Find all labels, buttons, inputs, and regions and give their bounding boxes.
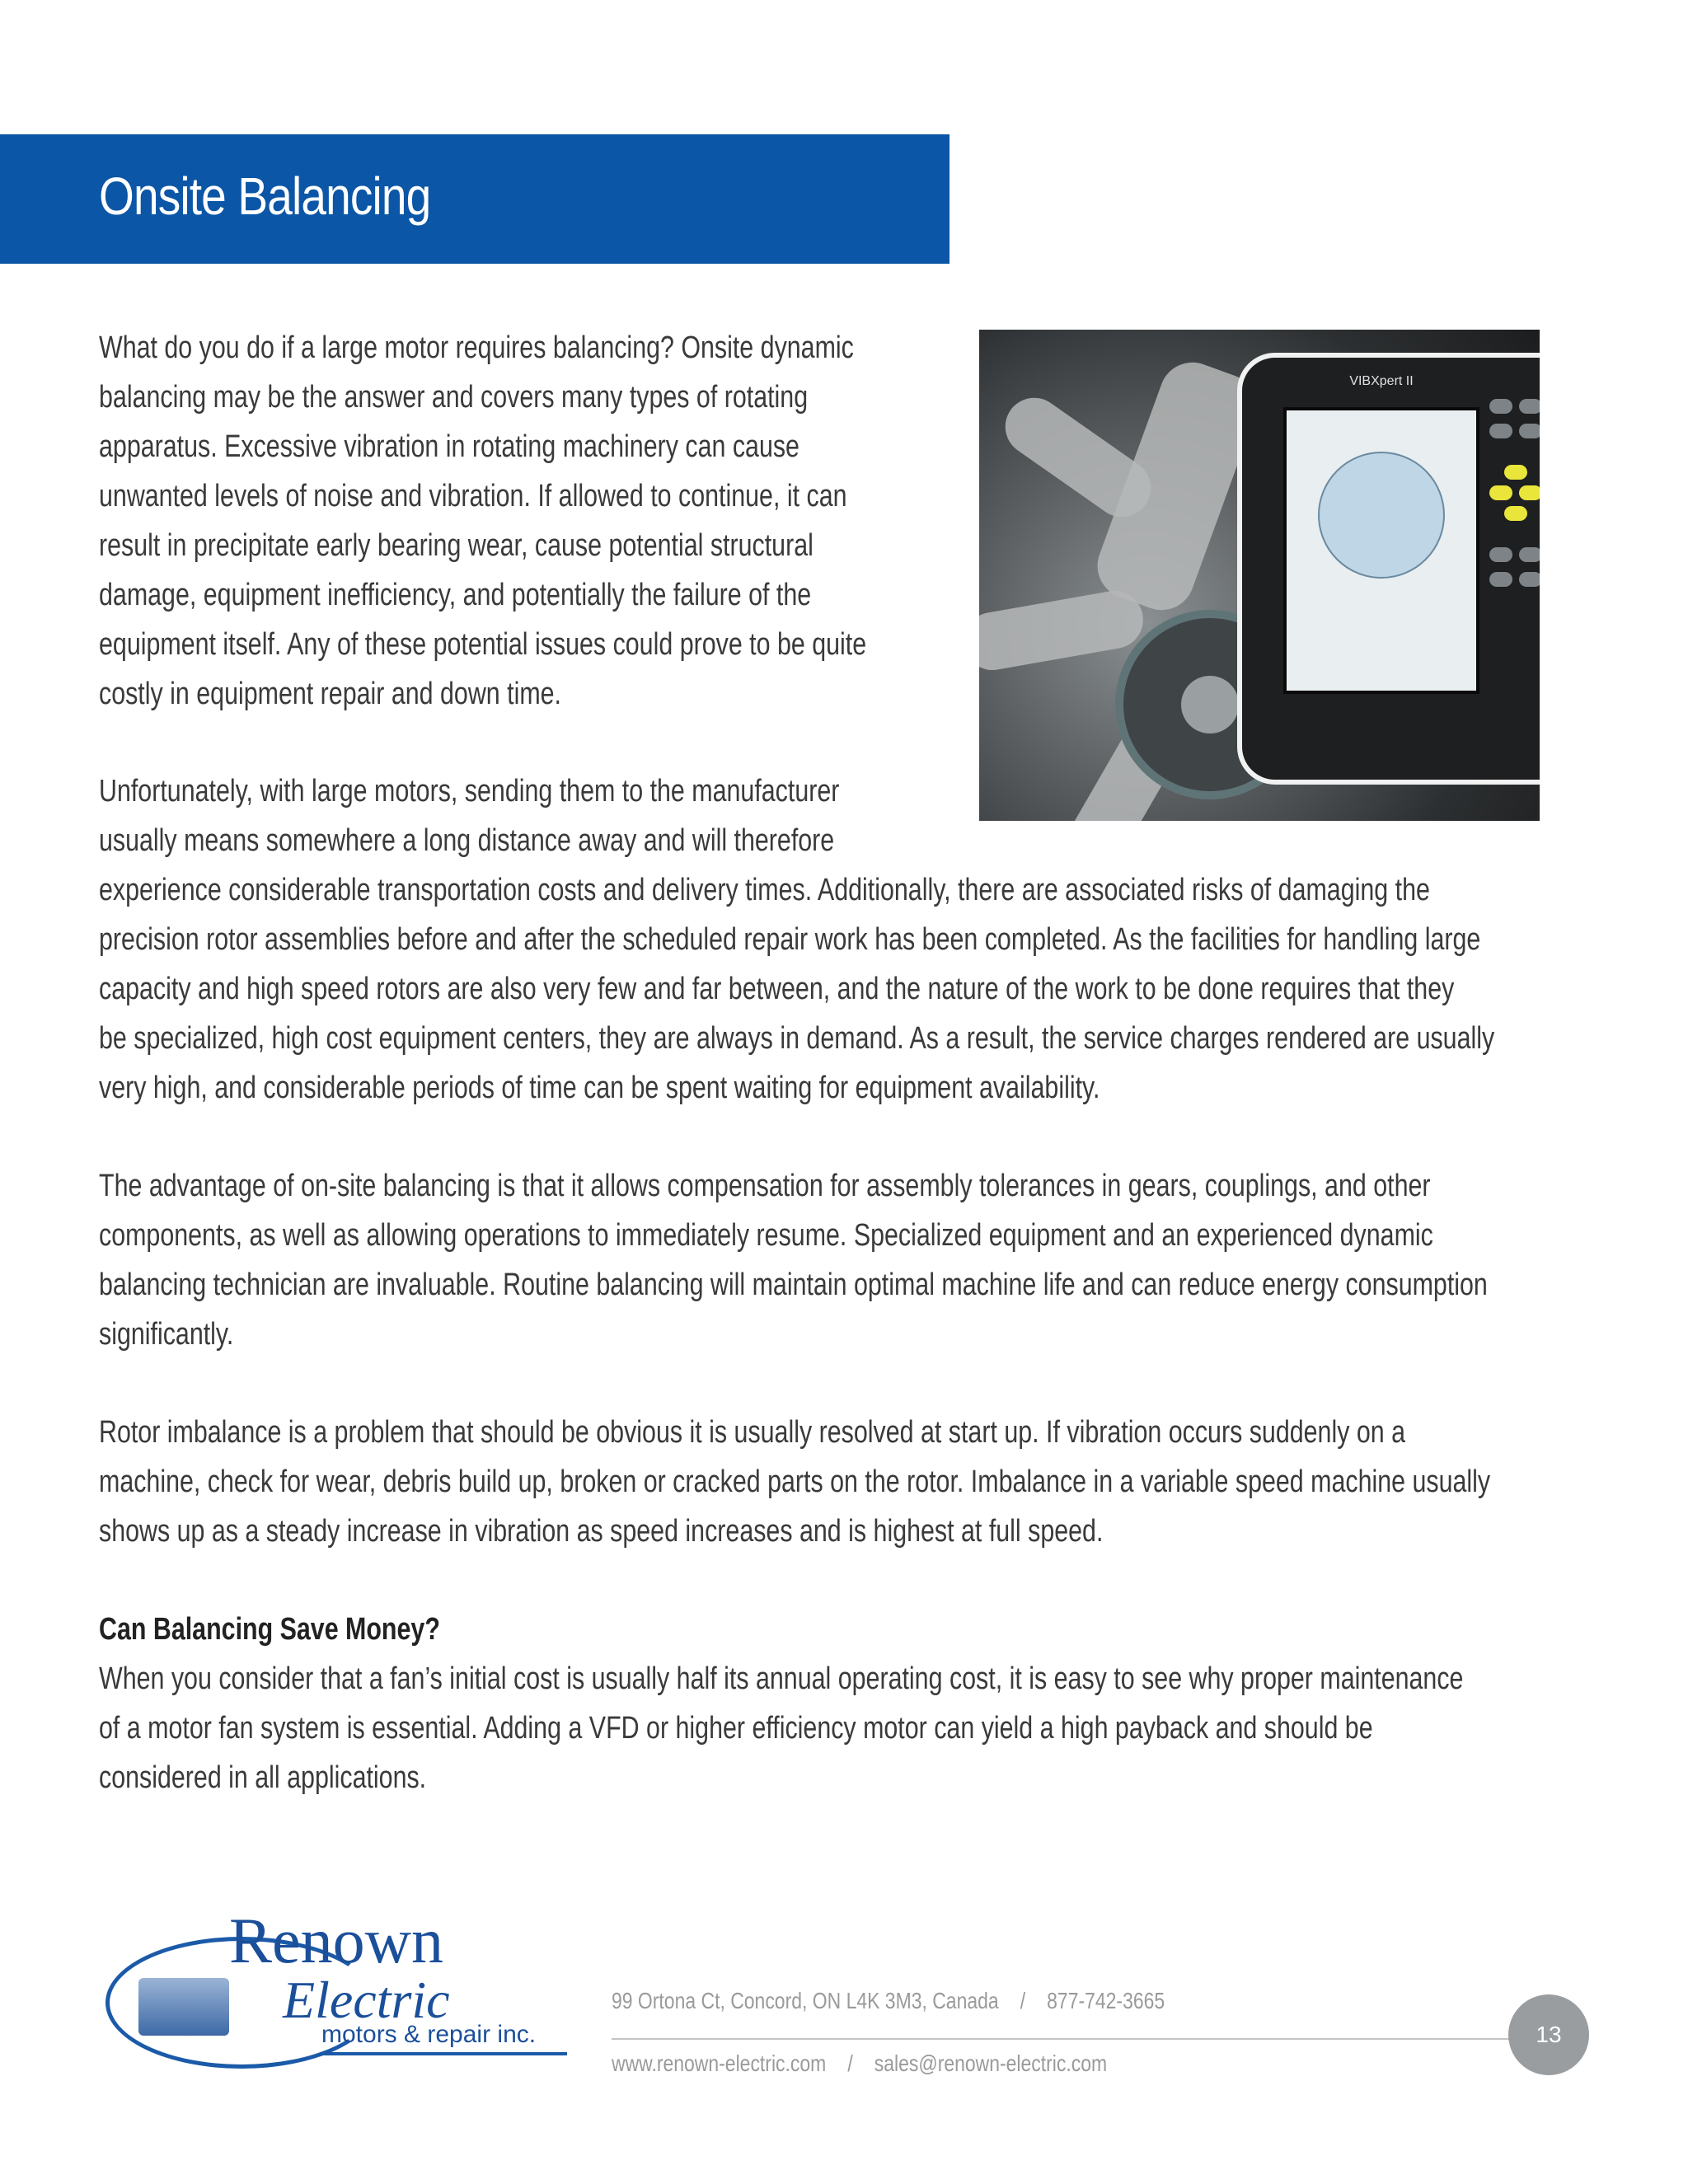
text-line: equipment itself. Any of these potential issues could prove to be quite (99, 627, 867, 662)
key-icon (1489, 424, 1512, 438)
footer-email-link[interactable]: sales@renown-electric.com (874, 2050, 1108, 2076)
footer-website-link[interactable]: www.renown-electric.com (612, 2050, 827, 2076)
logo-script: Electric (283, 1971, 450, 2029)
text-line: damage, equipment inefficiency, and potentially the failure of the (99, 578, 812, 612)
footer-address: 99 Ortona Ct, Concord, ON L4K 3M3, Canada (612, 1988, 999, 2013)
footer-phone: 877-742-3665 (1047, 1988, 1165, 2013)
text-line: result in precipitate early bearing wear, cause potential structural (99, 528, 814, 563)
key-icon (1519, 424, 1540, 438)
paragraph-advantage (99, 1161, 1688, 1359)
logo-underline (320, 2052, 567, 2055)
footer-separator: / (1020, 1988, 1026, 2013)
text-line: considered in all applications. (99, 1760, 427, 1795)
text-line: Rotor imbalance is a problem that should be obvious it is usually resolved at start up. If vibration occurs suddenly on a (99, 1415, 1406, 1450)
key-icon (1519, 399, 1540, 414)
text-line: components, as well as allowing operations to immediately resume. Specialized equipment and an experienced dynamic (99, 1218, 1433, 1253)
page-number-badge: 13 (1508, 1994, 1589, 2075)
key-icon (1489, 485, 1512, 500)
title-bar (0, 134, 950, 264)
paragraph-save-money (99, 1654, 1688, 1802)
text-line: balancing technician are invaluable. Routine balancing will maintain optimal machine life and can reduce energy consumption (99, 1268, 1488, 1302)
polar-plot-icon (1318, 452, 1445, 579)
page-title: Onsite Balancing (99, 166, 431, 226)
text-line: precision rotor assemblies before and after the scheduled repair work has been completed. As the facilities for handling large (99, 922, 1481, 957)
text-line: costly in equipment repair and down time. (99, 677, 562, 711)
device-screen (1283, 374, 1479, 694)
paragraph-intro (99, 323, 1058, 719)
text-line: significantly. (99, 1317, 234, 1352)
logo-tagline: motors & repair inc. (321, 2021, 537, 2048)
device-label: VIBXpert II (1349, 374, 1414, 388)
footer-separator: / (847, 2050, 853, 2076)
text-line: When you consider that a fan’s initial cost is usually half its annual operating cost, it is easy to see why proper maintenance (99, 1661, 1464, 1696)
footer-web-line (612, 2050, 1423, 2077)
subheading-save-money: Can Balancing Save Money? (99, 1612, 440, 1647)
footer-contact-line (612, 1988, 1423, 2014)
text-line: Unfortunately, with large motors, sending them to the manufacturer (99, 774, 840, 808)
key-icon (1519, 547, 1540, 562)
text-line: machine, check for wear, debris build up, broken or cracked parts on the rotor. Imbalance in a variable speed machine usually (99, 1465, 1491, 1499)
motor-icon (138, 1978, 229, 2036)
text-line: very high, and considerable periods of time can be spent waiting for equipment availability. (99, 1071, 1100, 1105)
vibration-analyzer-device (1237, 353, 1540, 785)
text-line: shows up as a steady increase in vibration as speed increases and is highest at full speed. (99, 1514, 1104, 1549)
device-keypad (1489, 399, 1540, 605)
text-line: apparatus. Excessive vibration in rotating machinery can cause (99, 429, 799, 464)
key-icon (1489, 572, 1512, 587)
text-line: capacity and high speed rotors are also very few and far between, and the nature of the work to be done requires that they (99, 972, 1455, 1006)
paragraph-rotor-imbalance (99, 1408, 1688, 1556)
text-line: balancing may be the answer and covers many types of rotating (99, 380, 809, 415)
text-line: be specialized, high cost equipment centers, they are always in demand. As a result, the service charges rendered are usually (99, 1021, 1495, 1056)
logo-wordmark: Renown (229, 1905, 443, 1976)
key-icon (1519, 572, 1540, 587)
balancing-device-photo (979, 330, 1540, 821)
text-line: The advantage of on-site balancing is that it allows compensation for assembly tolerances in gears, couplings, and other (99, 1169, 1431, 1203)
key-icon (1489, 547, 1512, 562)
key-icon (1489, 399, 1512, 414)
key-icon (1504, 465, 1527, 480)
text-line: of a motor fan system is essential. Adding a VFD or higher efficiency motor can yield a high payback and should be (99, 1711, 1373, 1746)
text-line: usually means somewhere a long distance away and will therefore (99, 823, 835, 858)
key-icon (1519, 485, 1540, 500)
footer-divider (612, 2038, 1535, 2040)
text-line: experience considerable transportation costs and delivery times. Additionally, there are associated risks of damaging the (99, 873, 1430, 907)
key-icon (1504, 506, 1527, 521)
text-line: What do you do if a large motor requires balancing? Onsite dynamic (99, 330, 854, 365)
paragraph-large-motors (99, 766, 1688, 1113)
text-line: unwanted levels of noise and vibration. If allowed to continue, it can (99, 479, 847, 513)
company-logo (106, 1904, 575, 2069)
